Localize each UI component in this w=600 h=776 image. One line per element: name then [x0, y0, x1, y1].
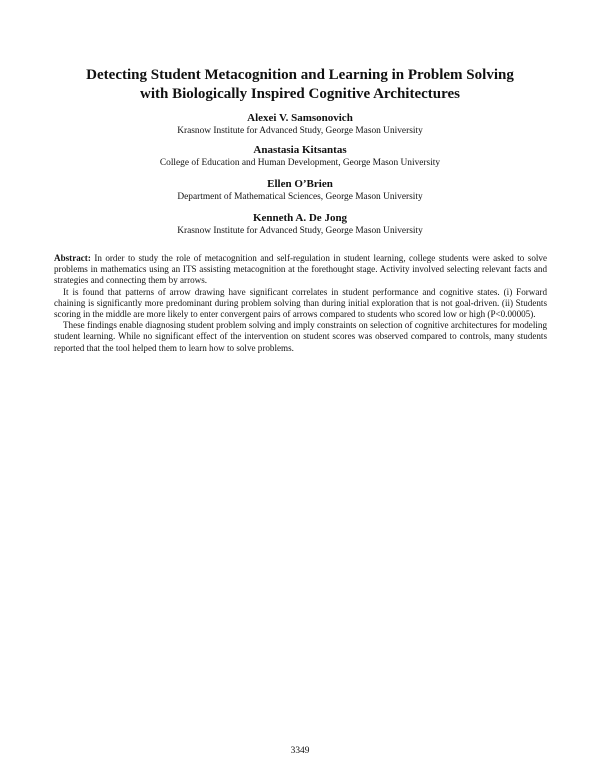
author-affiliation: Krasnow Institute for Advanced Study, George Mason University: [177, 126, 423, 136]
abstract-text-1: In order to study the role of metacognition and self-regulation in student learning, college students were asked to solve problems in mathematics using an ITS assisting metacognition at the forethought stage. Activity involved selecting relevant facts and strategies and connecting them by arrows.: [54, 253, 547, 286]
author-affiliation: College of Education and Human Development, George Mason University: [159, 158, 441, 168]
author-block-2: [40, 143, 560, 169]
author-name: Alexei V. Samsonovich: [247, 112, 353, 124]
abstract-paragraph-2: It is found that patterns of arrow drawing have significant correlates in student performance and cognitive states. (i) Forward chaining is significantly more predominant during problem solving than during initial exploration that is not goal-driven. (ii) Students scoring in the middle are more likely to enter convergent pairs of arrows compared to students who scored low or high (P<0.00005).: [54, 286, 547, 320]
author-affiliation: Department of Mathematical Sciences, George Mason University: [177, 192, 423, 202]
author-name: Kenneth A. De Jong: [252, 212, 348, 224]
author-block-1: [40, 111, 560, 137]
author-block-4: [40, 211, 560, 237]
page-number: 3349: [290, 746, 310, 756]
paper-title-line-1: Detecting Student Metacognition and Learning in Problem Solving: [86, 67, 514, 83]
paper-title-line-2: with Biologically Inspired Cognitive Architectures: [139, 86, 460, 102]
abstract-paragraph-1: [54, 253, 547, 287]
abstract-paragraph-3: These findings enable diagnosing student problem solving and imply constraints on selection of cognitive architectures for modeling student learning. While no significant effect of the intervention on student scores was observed compared to controls, many students reported that the tool helped them to learn how to solve problems.: [54, 320, 547, 353]
author-block-3: [40, 177, 560, 203]
author-name: Ellen O’Brien: [267, 178, 333, 190]
abstract: [54, 253, 547, 354]
author-affiliation: Krasnow Institute for Advanced Study, George Mason University: [177, 226, 423, 236]
abstract-label: Abstract:: [54, 253, 91, 263]
author-name: Anastasia Kitsantas: [253, 144, 347, 156]
paper-title: [40, 66, 560, 104]
